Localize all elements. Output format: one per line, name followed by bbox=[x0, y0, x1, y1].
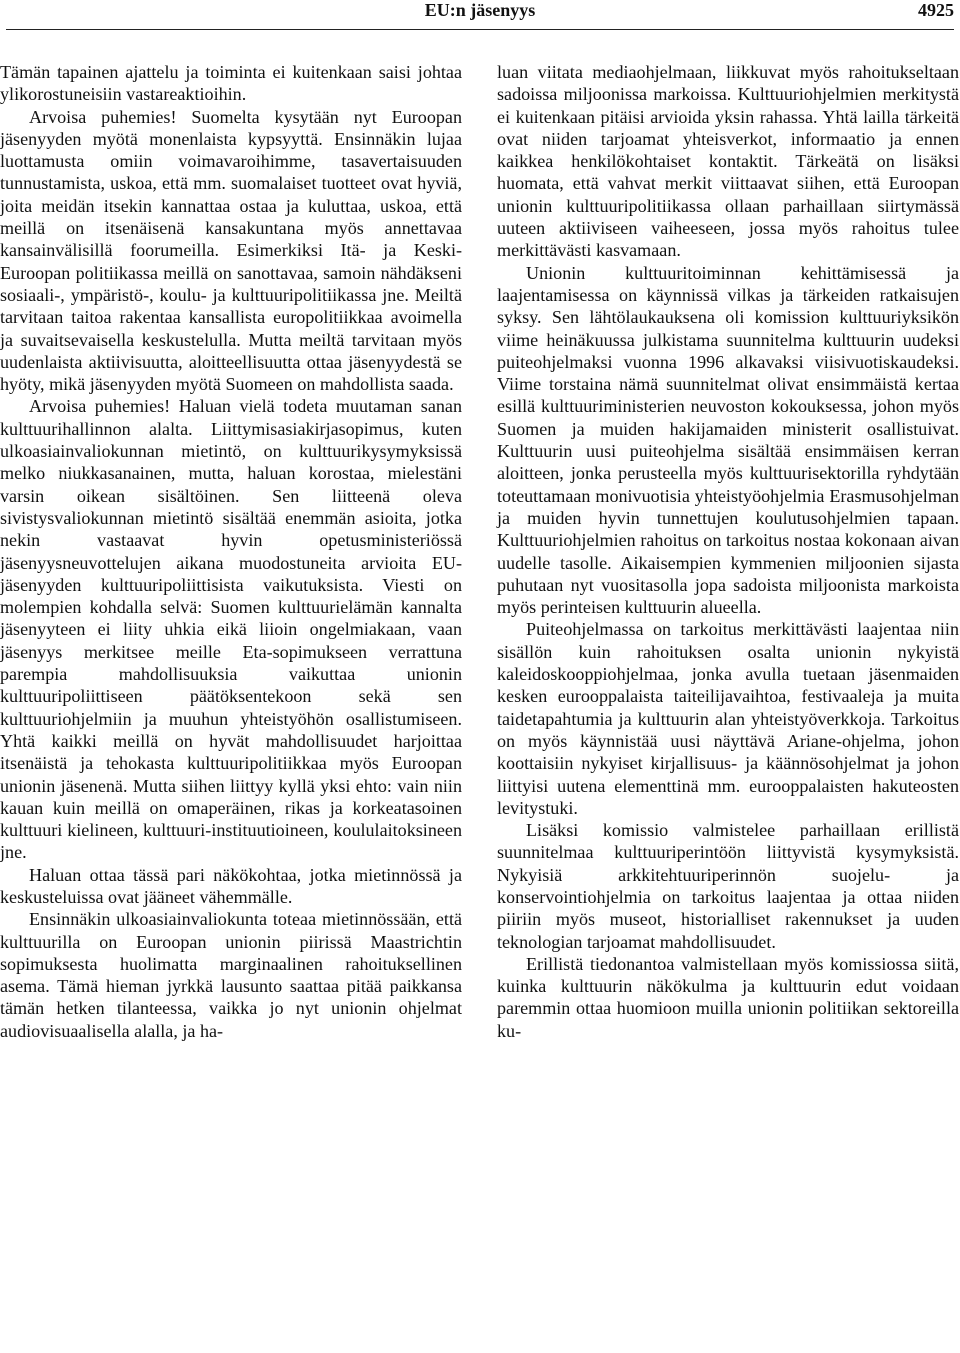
paragraph: luan viitata mediaohjelmaan, liikkuvat myös rahoitukseltaan sadoissa miljoonissa markoissa. Kulttuuriohjelmien merkitystä ei kuitenkaan pitäisi arvioida yksin rahassa. Yhtä lailla tärkeitä ovat niiden tarjoamat yhteisverkot, informaatio ja ennen kaikkea henkilökohtaiset kontaktit. Tärkeätä on lisäksi huomata, että vahvat merkit viittaavat siihen, että Euroopan unionin kulttuuripolitiikassa ollaan parhaillaan siirtymässä uuteen aktiiviseen vaiheeseen, jossa myös rahoitus tulee merkittävästi kasvamaan. bbox=[497, 62, 959, 261]
page-header bbox=[0, 0, 960, 26]
page-number: 4925 bbox=[918, 0, 954, 20]
paragraph: Puiteohjelmassa on tarkoitus merkittävästi laajentaa niin sisällön kuin rahoituksen osalta unionin nykyistä kaleidoskooppiohjelmaa, jonka avulla tuetaan jäsenmaiden kesken eurooppalaista taiteilijavaihtoa, festivaaleja ja muita taidetapahtumia ja kulttuurin alan yhteistyöverkkoja. Tarkoitus on myös käynnistää uusi näyttävä Ariane-ohjelma, johon koottaisiin nykyiset kirjallisuus- ja käännösohjelmat ja johon liittyisi uutena elementtinä mm. eurooppalaisten hakuteosten levitystuki. bbox=[497, 619, 959, 818]
paragraph: Haluan ottaa tässä pari näkökohtaa, jotka mietinnössä ja keskusteluissa ovat jääneet vähemmälle. bbox=[0, 864, 462, 907]
right-column bbox=[497, 61, 959, 1042]
header-rule bbox=[6, 29, 954, 30]
running-head: EU:n jäsenyys bbox=[424, 0, 536, 20]
paragraph: Ensinnäkin ulkoasiainvaliokunta toteaa mietinnössään, että kulttuurilla on Euroopan unionin piirissä Maastrichtin sopimuksesta huolimatta marginaalinen rahoituksellinen asema. Tämä hieman jyrkkä lausunto saattaa pitää paikkansa tämän hetken tilanteessa, vaikka jo nyt unionin ohjelmat audiovisuaalisella alalla, ja ha- bbox=[0, 909, 462, 1041]
paragraph: Lisäksi komissio valmistelee parhaillaan erillistä suunnitelmaa kulttuuriperintöön liittyvistä kysymyksistä. Nykyisiä arkkitehtuuriperinnön suojelu- ja konservointiohjelmia on tarkoitus laajentaa ja ottaa niiden piiriin myös museot, historialliset rakennukset ja uuden teknologian tarjoamat mahdollisuudet. bbox=[497, 820, 959, 952]
paragraph: Arvoisa puhemies! Suomelta kysytään nyt Euroopan jäsenyyden myötä monenlaista kypsyyttä. Ensinnäkin lujaa luottamusta omiin voimavaroihimme, tasavertaisuuden tunnustamista, uskoa, että mm. suomalaiset tuotteet ovat hyviä, joita meidän itsekin kannattaa ostaa ja kuluttaa, uskoa, että meillä on itsenäisenä kansakuntana myös annettavaa kansainvälisillä foorumeilla. Esimerkiksi Itä- ja Keski-Euroopan politiikassa meillä on sanottavaa, samoin nähdäkseni sosiaali-, ympäristö-, koulu- ja kulttuuripolitiikassa jne. Meiltä tarvitaan taitoa rakentaa kansallista europolitiikkaa avoimella ja suvaitsevaisella keskustelulla. Mutta meiltä tarvitaan myös uudenlaista aktiivisuutta, aloitteellisuutta ottaa jäsenyydestä se hyöty, mikä jäsenyyden myötä Suomeen on mahdollista saada. bbox=[0, 106, 462, 395]
paragraph: Unionin kulttuuritoiminnan kehittämisessä ja laajentamisessa on käynnissä vilkas ja tärkeiden ratkaisujen syksy. Sen lähtölaukauksena oli komission kulttuuriyksikön viime heinäkuussa julkistama suunnitelma kulttuurin uudeksi puiteohjelmaksi vuonna 1996 alkavaksi viisivuotiskaudeksi. Viime torstaina nämä suunnitelmat olivat ensimmäistä kertaa esillä kulttuuriministerien neuvoston kokouksessa, johon myös Suomen ja muiden hakijamaiden ministerit osallistuivat. Kulttuurin uusi puiteohjelma sisältää ensimmäisen kerran aloitteen, jonka perusteella myös kulttuurisektorilla ryhdytään toteuttamaan monivuotisia yhteistyöohjelmia Erasmusohjelman ja muiden hyvin tunnettujen koulutusohjelmien tapaan. Kulttuuriohjelmien rahoitus on tarkoitus nostaa kokonaan aivan uudelle tasolle. Aikaisempien kymmenien miljoonien sijasta puhutaan nyt vuositasolla jopa sadoista miljoonista markoista myös perinteisen kulttuurin alueella. bbox=[497, 262, 959, 618]
paragraph: Tämän tapainen ajattelu ja toiminta ei kuitenkaan saisi johtaa ylikorostuneisiin vastareaktioihin. bbox=[0, 62, 462, 105]
paragraph: Erillistä tiedonantoa valmistellaan myös komissiossa siitä, kuinka kulttuurin näkökulma ja kulttuurin edut voidaan paremmin ottaa huomioon muilla unionin politiikan sektoreilla ku- bbox=[497, 953, 959, 1041]
left-column bbox=[0, 61, 462, 1042]
paragraph: Arvoisa puhemies! Haluan vielä todeta muutaman sanan kulttuurihallinnon alalta. Liittymisasiakirjasopimus, kuten ulkoasiainvaliokunnan mietintö, on kulttuurikysymyksissä melko niukkasanainen, mutta, haluan korostaa, mielestäni varsin oikean sisältöinen. Sen liitteenä oleva sivistysvaliokunnan mietintö sisältää enemmän asioita, jotka nekin vastaavat hyvin opetusministeriössä jäsenyysneuvottelujen aikana muodostuneita arvioita EU-jäsenyyden kulttuuripoliittisista vaikutuksista. Viesti on molempien kohdalla selvä: Suomen kulttuurielämän kannalta jäsenyyteen ei liity uhkia eikä liioin ongelmiakaan, vaan jäsenyys merkitsee meille Eta-sopimukseen verrattuna parempia mahdollisuuksia vaikuttaa unionin kulttuuripoliittiseen päätöksentekoon sekä sen kulttuuriohjelmiin ja muuhun yhteistyöhön osallistumiseen. Yhtä kaikki meillä on hyvät mahdollisuudet harjoittaa itsenäistä ja tehokasta kulttuuripolitiikkaa myös Euroopan unionin jäsenenä. Mutta siihen liittyy kyllä yksi ehto: vain niin kauan kuin meillä on omaperäinen, rikas ja korkeatasoinen kulttuuri kielineen, kulttuuri-instituutioineen, koululaitoksineen jne. bbox=[0, 396, 462, 863]
